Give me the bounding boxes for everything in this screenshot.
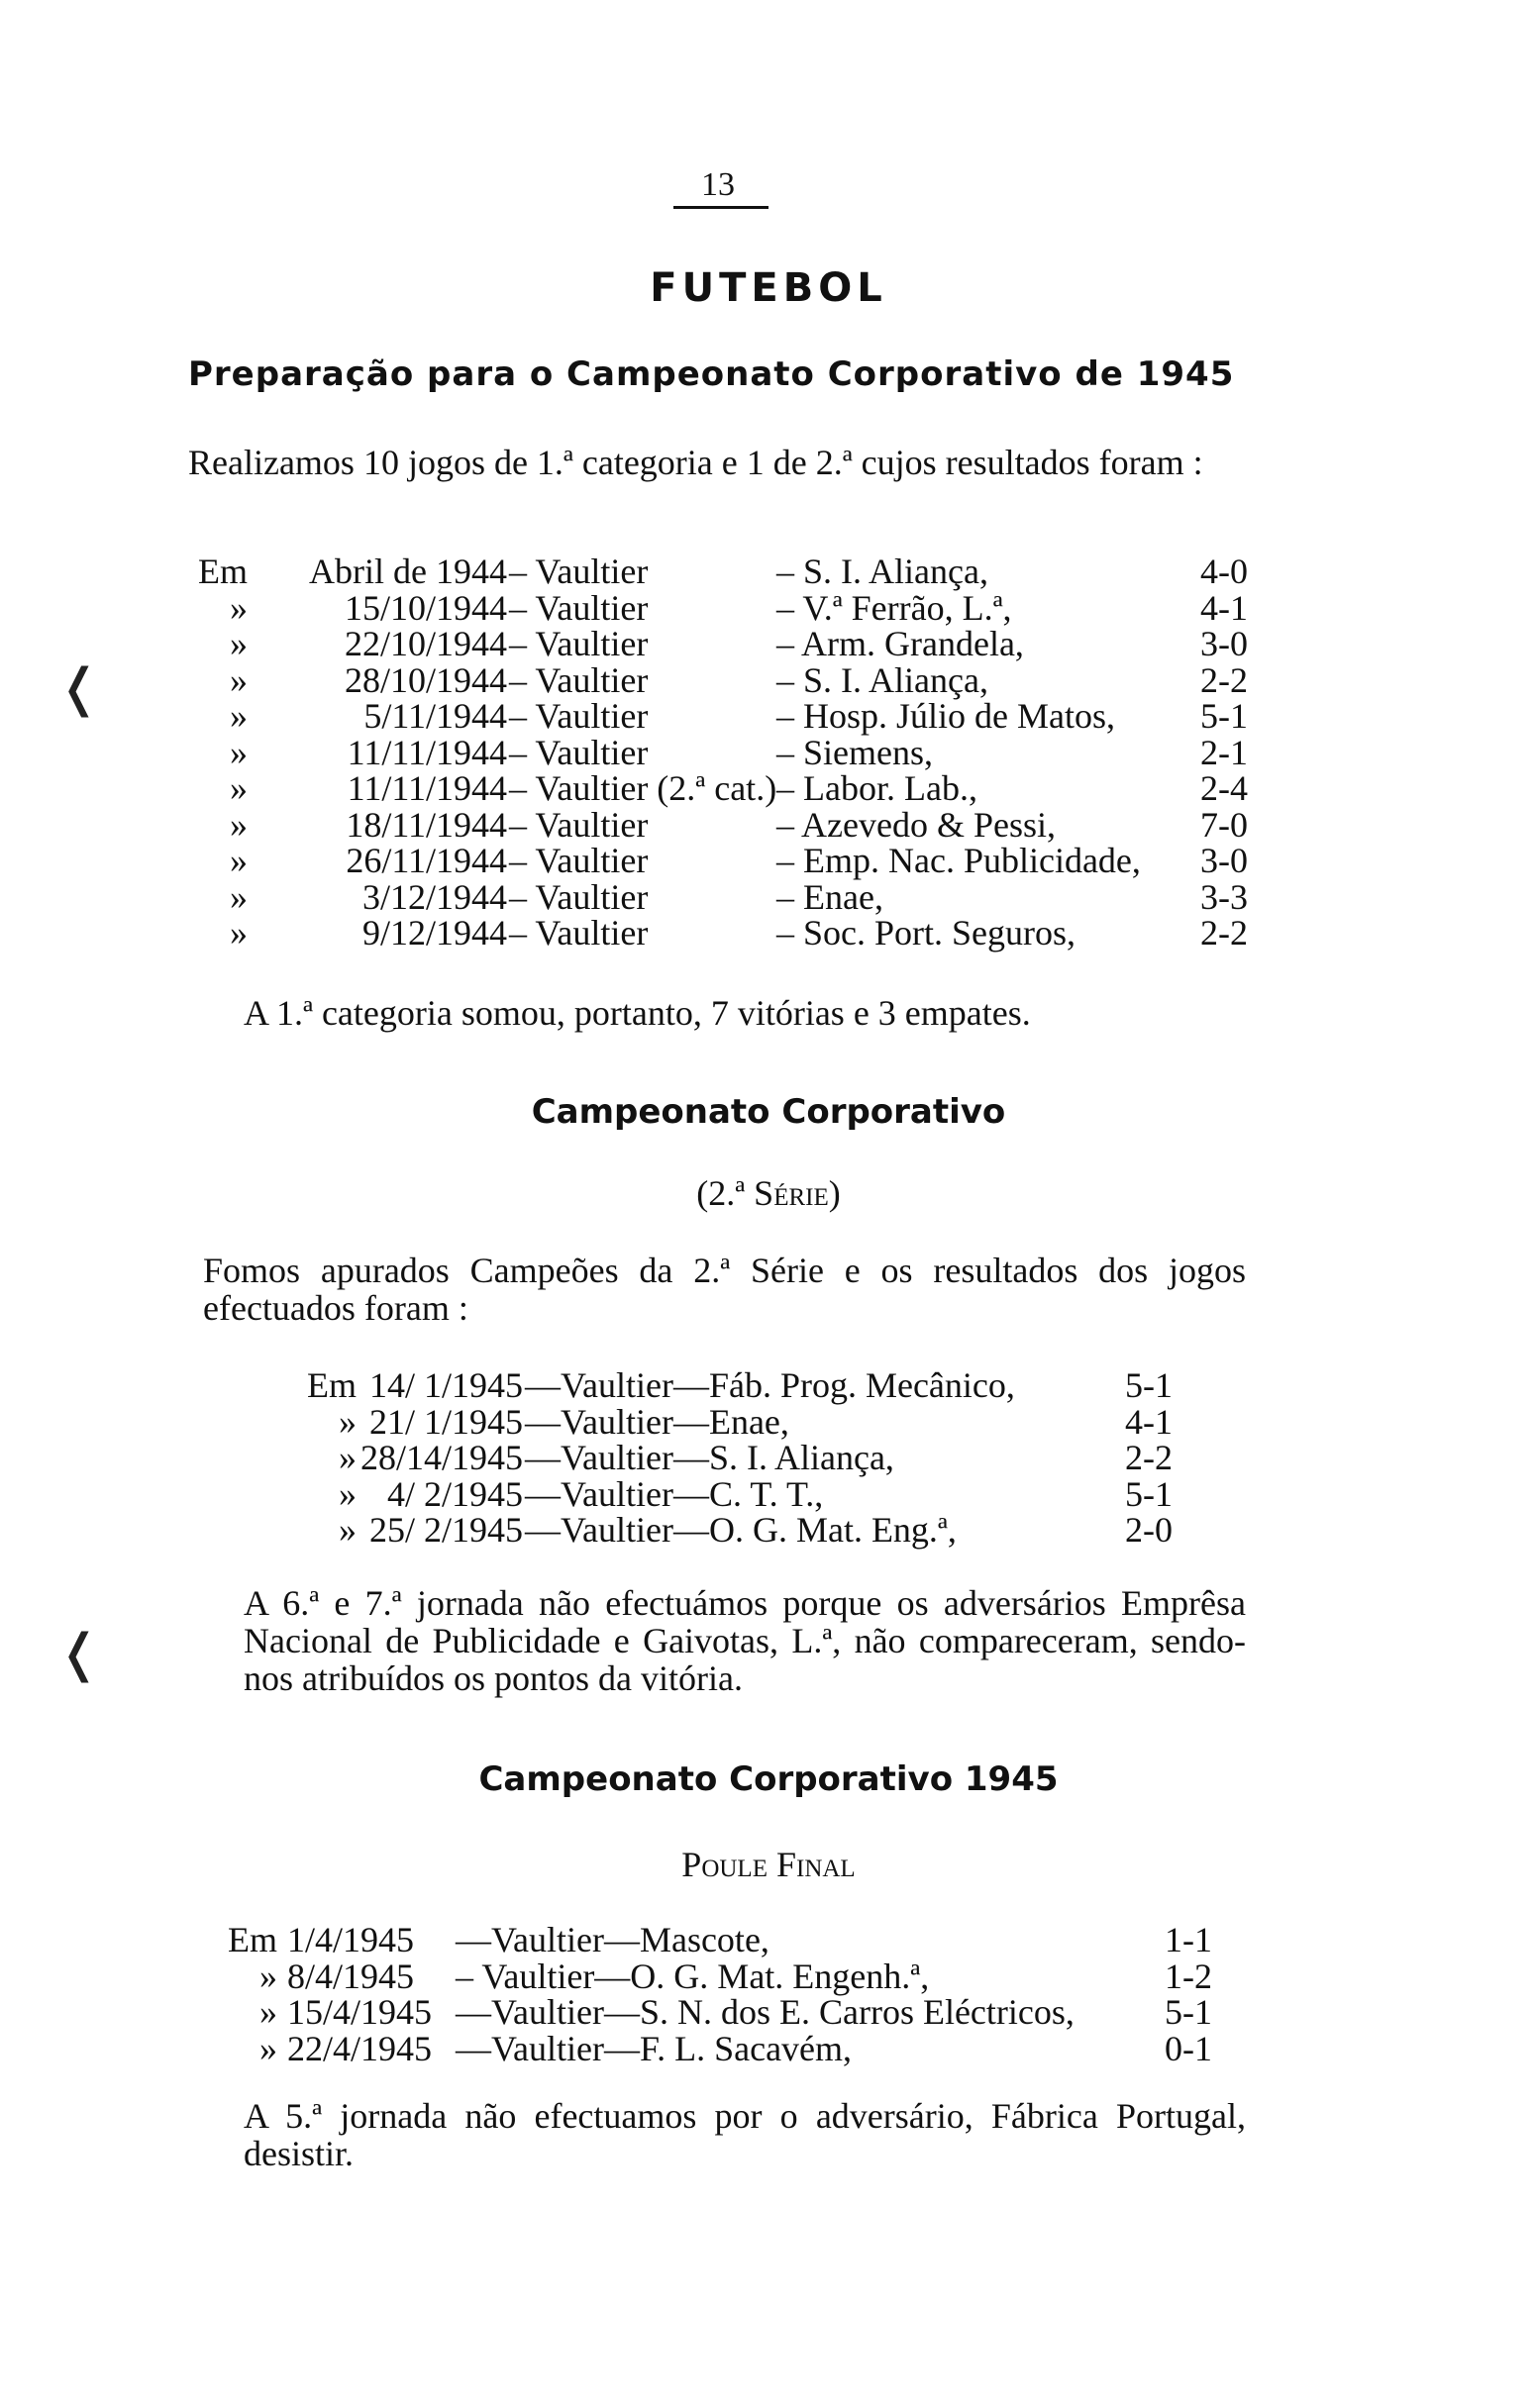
row-match: —Vaultier—Fáb. Prog. Mecânico, [525, 1365, 1015, 1405]
row-prefix: » [339, 1510, 357, 1550]
row-opponent: – S. I. Aliança, [776, 659, 988, 700]
row-match: —Vaultier—Enae, [525, 1401, 789, 1442]
row-opponent: – S. I. Aliança, [776, 552, 988, 591]
row-prefix: Em [198, 552, 248, 591]
row-match: —Vaultier—S. N. dos E. Carros Eléctricos, [456, 1992, 1075, 2032]
table-row [0, 552, 1537, 590]
section2-subheading: (2.ª Série) [696, 1173, 841, 1213]
row-match: —Vaultier—C. T. T., [525, 1473, 824, 1514]
row-team: – Vaultier [509, 732, 649, 772]
section1-heading: Preparação para o Campeonato Corporativo de 1945 [188, 354, 1235, 394]
row-date: Abril de 1944 [309, 552, 507, 591]
section3-heading: Campeonato Corporativo 1945 [478, 1759, 1059, 1799]
row-date: 11/11/1944 [347, 768, 507, 808]
row-match: —Vaultier—O. G. Mat. Eng.ª, [525, 1510, 957, 1550]
table-row [0, 1921, 1537, 1958]
table-row [0, 589, 1537, 627]
row-score: 3-3 [1200, 876, 1248, 917]
row-score: 1-1 [1165, 1920, 1212, 1959]
row-prefix: » [230, 696, 248, 736]
row-score: 3-0 [1200, 841, 1248, 880]
table-row [0, 1366, 1537, 1404]
row-date: 28/10/1944 [344, 659, 507, 700]
row-date: 28/14/1945 [359, 1438, 523, 1477]
row-team: – Vaultier [509, 587, 649, 628]
row-team: – Vaultier [509, 913, 649, 953]
section2-heading: Campeonato Corporativo [531, 1092, 1006, 1132]
row-score: 5-1 [1165, 1992, 1212, 2032]
table-row [0, 769, 1537, 807]
row-prefix: » [230, 659, 248, 700]
row-prefix: » [339, 1438, 357, 1477]
row-match: —Vaultier—F. L. Sacavém, [456, 2028, 853, 2068]
row-team: – Vaultier [509, 552, 649, 591]
row-score: 2-1 [1200, 732, 1248, 772]
row-date: 26/11/1944 [346, 841, 507, 880]
row-date: 5/11/1944 [363, 696, 507, 736]
row-prefix: » [230, 804, 248, 845]
row-score: 2-2 [1200, 913, 1248, 953]
table-row [0, 625, 1537, 662]
row-score: 2-0 [1125, 1510, 1173, 1550]
section1-intro: Realizamos 10 jogos de 1.ª categoria e 1 de 2.ª cujos resultados foram : [188, 443, 1203, 482]
table-row [0, 878, 1537, 916]
table-row [0, 1403, 1537, 1441]
row-opponent: – V.ª Ferrão, L.ª, [776, 587, 1012, 628]
row-opponent: – Hosp. Júlio de Matos, [776, 696, 1115, 736]
row-date: 11/11/1944 [347, 732, 507, 772]
margin-mark-icon: ❬ [57, 658, 101, 718]
row-score: 5-1 [1200, 696, 1248, 736]
row-date: 8/4/1945 [287, 1956, 415, 1996]
row-date: 15/10/1944 [344, 587, 507, 628]
row-date: 14/ 1/1945 [368, 1365, 523, 1405]
row-date: 21/ 1/1945 [368, 1401, 523, 1442]
row-date: 22/4/1945 [287, 2028, 433, 2068]
row-date: 9/12/1944 [361, 913, 507, 953]
row-match: – Vaultier—O. G. Mat. Engenh.ª, [456, 1956, 930, 1996]
row-opponent: – Labor. Lab., [776, 768, 977, 808]
section1-summary: A 1.ª categoria somou, portanto, 7 vitórias e 3 empates. [244, 993, 1031, 1033]
table-row [0, 1511, 1537, 1549]
page-title: FUTEBOL [650, 265, 887, 311]
row-score: 2-2 [1200, 659, 1248, 700]
row-score: 5-1 [1125, 1473, 1173, 1514]
row-prefix: » [339, 1401, 357, 1442]
row-score: 5-1 [1125, 1365, 1173, 1405]
row-opponent: – Emp. Nac. Publicidade, [776, 841, 1141, 880]
row-date: 15/4/1945 [287, 1992, 433, 2032]
row-prefix: » [230, 587, 248, 628]
table-row [0, 1957, 1537, 1995]
row-prefix: » [230, 624, 248, 663]
row-team: – Vaultier [509, 804, 649, 845]
row-team: – Vaultier [509, 841, 649, 880]
row-team: – Vaultier [509, 659, 649, 700]
row-match: —Vaultier—Mascote, [456, 1920, 769, 1959]
row-team: – Vaultier [509, 696, 649, 736]
table-row [0, 661, 1537, 699]
row-date: 4/ 2/1945 [386, 1473, 523, 1514]
row-match: —Vaultier—S. I. Aliança, [525, 1438, 894, 1477]
row-score: 3-0 [1200, 624, 1248, 663]
row-score: 2-4 [1200, 768, 1248, 808]
row-opponent: – Soc. Port. Seguros, [776, 913, 1076, 953]
row-date: 18/11/1944 [346, 804, 507, 845]
row-prefix: » [259, 1992, 277, 2032]
row-prefix: » [230, 876, 248, 917]
table-row [0, 2030, 1537, 2067]
row-opponent: – Arm. Grandela, [776, 624, 1024, 663]
section3-note: A 5.ª jornada não efectuamos por o adversário, Fábrica Portugal, desistir. [244, 2096, 1246, 2173]
row-date: 3/12/1944 [361, 876, 507, 917]
row-prefix: » [230, 732, 248, 772]
row-prefix: » [259, 2028, 277, 2068]
row-team: – Vaultier (2.ª cat.) [509, 768, 777, 808]
page-number: 13 [701, 166, 735, 203]
row-score: 4-1 [1200, 587, 1248, 628]
row-prefix: Em [307, 1365, 357, 1405]
row-date: 1/4/1945 [287, 1920, 415, 1959]
table-row [0, 914, 1537, 952]
row-date: 25/ 2/1945 [368, 1510, 523, 1550]
table-row [0, 1993, 1537, 2031]
row-prefix: » [259, 1956, 277, 1996]
table-row [0, 842, 1537, 879]
table-row [0, 734, 1537, 771]
page-number-rule [673, 206, 768, 209]
row-opponent: – Azevedo & Pessi, [776, 804, 1056, 845]
row-score: 7-0 [1200, 804, 1248, 845]
section2-note: A 6.ª e 7.ª jornada não efectuámos porque os adversários Emprêsa Nacional de Publicidade e Gaivotas, L.ª, não compareceram, sendo-nos atribuídos os pontos da vitória. [244, 1583, 1246, 1698]
section2-intro: Fomos apurados Campeões da 2.ª Série e os resultados dos jogos efectuados foram : [203, 1251, 1246, 1328]
row-team: – Vaultier [509, 876, 649, 917]
row-prefix: Em [228, 1920, 277, 1959]
row-opponent: – Siemens, [776, 732, 933, 772]
row-prefix: » [339, 1473, 357, 1514]
row-date: 22/10/1944 [344, 624, 507, 663]
row-prefix: » [230, 841, 248, 880]
row-team: – Vaultier [509, 624, 649, 663]
row-score: 4-1 [1125, 1401, 1173, 1442]
table-row [0, 1475, 1537, 1513]
table-row [0, 806, 1537, 844]
table-row [0, 697, 1537, 735]
section3-subheading: Poule Final [681, 1845, 856, 1884]
margin-mark-icon: ❬ [57, 1624, 101, 1683]
row-opponent: – Enae, [776, 876, 883, 917]
table-row [0, 1439, 1537, 1476]
row-prefix: » [230, 768, 248, 808]
row-score: 1-2 [1165, 1956, 1212, 1996]
row-score: 0-1 [1165, 2028, 1212, 2068]
row-prefix: » [230, 913, 248, 953]
row-score: 4-0 [1200, 552, 1248, 591]
row-score: 2-2 [1125, 1438, 1173, 1477]
